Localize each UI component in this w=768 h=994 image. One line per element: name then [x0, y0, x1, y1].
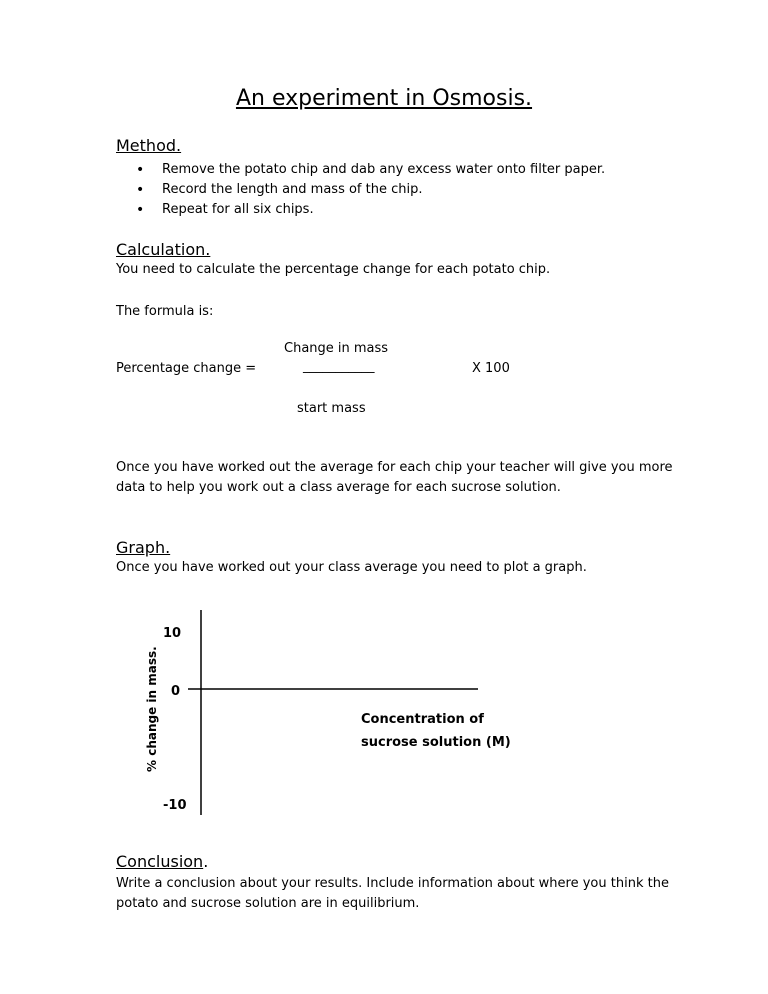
method-item: • Remove the potato chip and dab any excess water onto filter paper.: [136, 160, 605, 180]
conclusion-text: Write a conclusion about your results. Include information about where you think the potato and sucrose solution are in equilibrium.: [116, 876, 669, 911]
conclusion-heading-suffix: .: [203, 852, 209, 871]
formula-numerator: Change in mass: [284, 341, 389, 356]
conclusion-heading-wrap: [116, 852, 208, 871]
graph-intro: Once you have worked out your class average you need to plot a graph.: [116, 560, 587, 575]
y-axis-label: % change in mass.: [145, 646, 159, 772]
formula-denominator: start mass: [297, 401, 366, 416]
calculation-intro: You need to calculate the percentage change for each potato chip.: [116, 262, 551, 277]
calculation-paragraph: Once you have worked out the average for each chip your teacher will give you more data to help you work out a class average for each sucrose solution.: [116, 460, 673, 495]
graph-heading: Graph.: [116, 538, 171, 557]
method-heading: Method.: [116, 136, 182, 155]
calculation-heading: Calculation.: [116, 240, 211, 259]
x-axis-label-line2: sucrose solution (M): [361, 735, 511, 750]
formula-lhs: Percentage change =: [116, 361, 257, 376]
formula-label: The formula is:: [116, 304, 214, 319]
conclusion-heading: Conclusion: [116, 852, 204, 871]
y-tick-label: 0: [171, 684, 181, 699]
method-item: • Record the length and mass of the chip.: [136, 180, 605, 200]
method-item: • Repeat for all six chips.: [136, 200, 605, 220]
y-tick-label: -10: [163, 798, 187, 813]
page-title: An experiment in Osmosis.: [235, 86, 533, 111]
formula-fraction-line: ___________: [303, 359, 375, 374]
x-axis-label-line1: Concentration of: [361, 712, 484, 727]
y-tick-label: 10: [163, 626, 182, 641]
formula-multiplier: X 100: [472, 361, 510, 376]
